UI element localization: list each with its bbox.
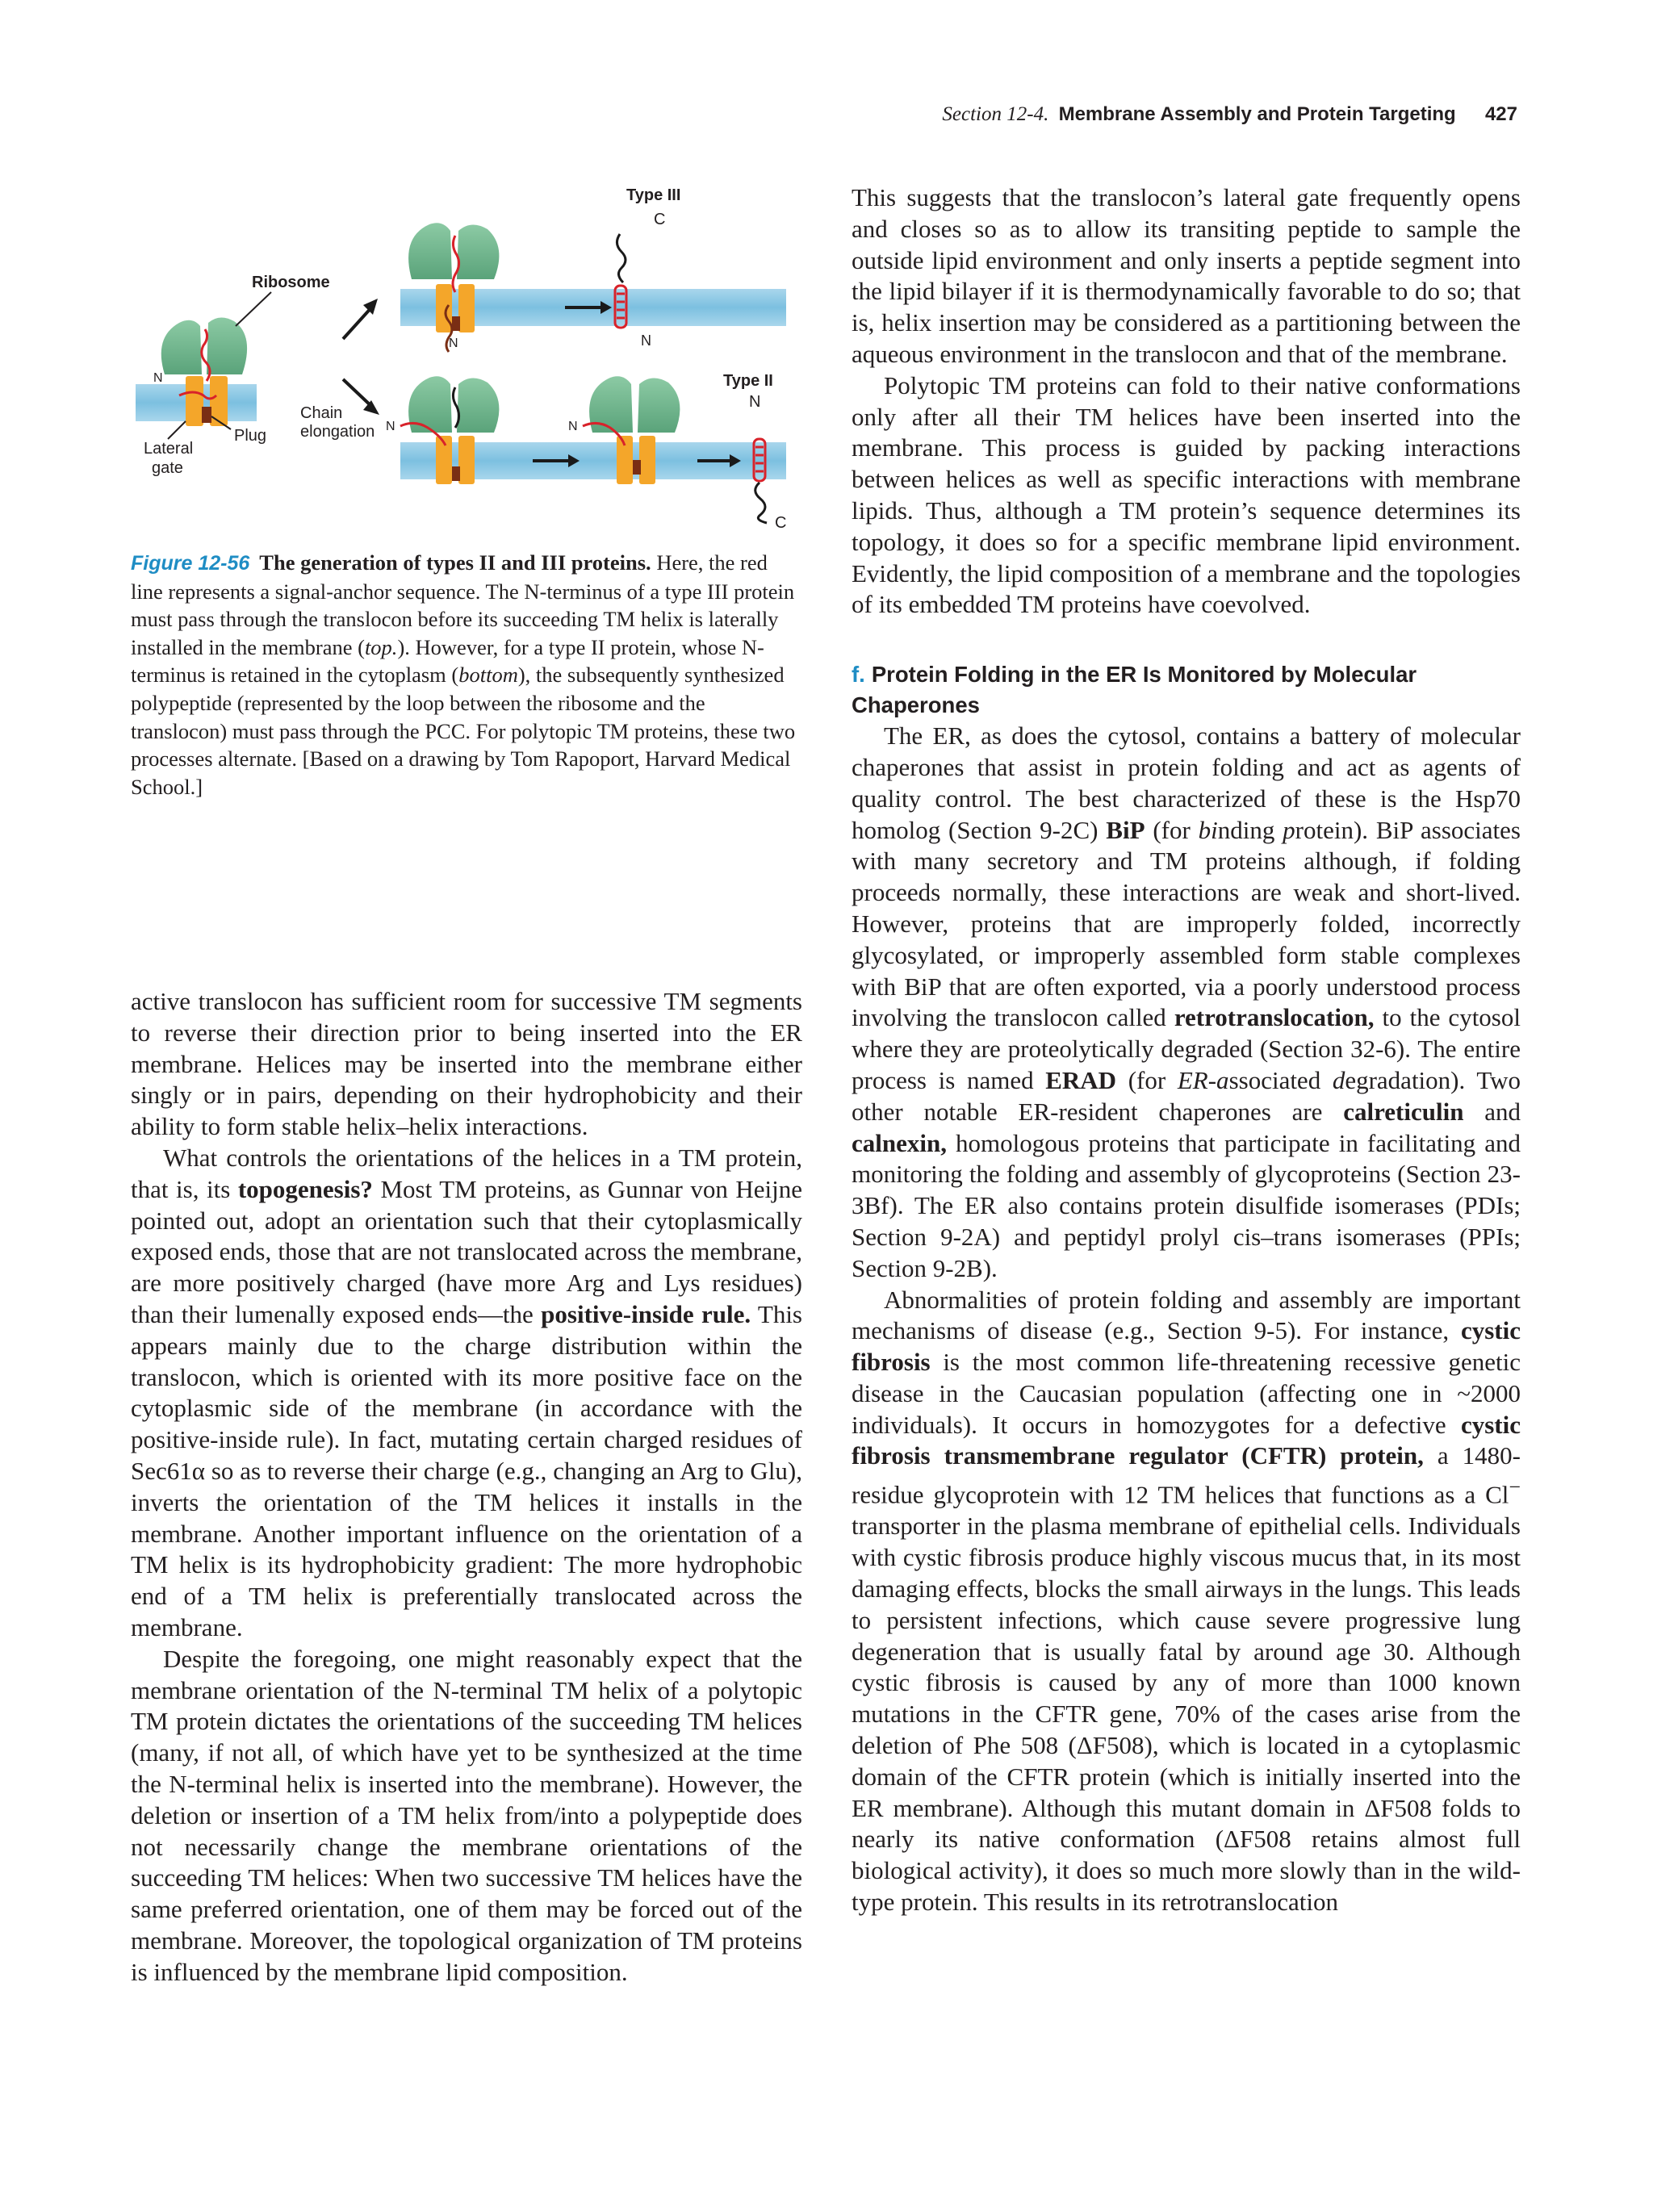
label-plug: Plug <box>234 427 267 445</box>
label-elongation: elongation <box>300 423 375 441</box>
paragraph: This suggests that the translocon’s lateral gate frequently opens and closes so as to allow its transiting peptide to sample the outside lipid environment and only inserts a peptide segment into the lipid bilayer if it is thermodynamically favorable to do so; that is, helix insertion may be considered as a partitioning between the aqueous environment in the translocon and that of the membrane. <box>852 183 1521 368</box>
label-type2: Type II <box>723 372 773 390</box>
label-lateral: Lateral <box>144 440 194 458</box>
translocon-diagram <box>129 184 807 531</box>
section-title: Membrane Assembly and Protein Targeting <box>1058 103 1456 125</box>
right-column <box>852 182 1521 1918</box>
label-bottom-n-2: N <box>568 420 578 433</box>
paragraph: active translocon has sufficient room for successive TM segments to reverse their direction prior to being inserted into the ER membrane. Helices may be inserted into the membrane either singly or in pairs, depending on their hydrophobicity and their ability to form stable helix–helix interactions. <box>131 987 802 1141</box>
label-type3-c: C <box>654 211 666 228</box>
paragraph: Abnormalities of protein folding and assembly are important mechanisms of disease (e.g., Section 9-5). For instance, cystic fibrosis is the most common life-threatening recessive genetic disease in the Caucasian population (affecting one in ~2000 individuals). It occurs in homozygotes for a defective cystic fibrosis transmembrane regulator (CFTR) protein, a 1480-residue glycoprotein with 12 TM helices that functions as a Cl− transporter in the plasma membrane of epithelial cells. Individuals with cystic fibrosis produce highly viscous mucus that, in its most damaging effects, blocks the small airways in the lungs. This leads to persistent infections, which cause severe progressive lung degeneration that is usually fatal by around age 30. Although cystic fibrosis is caused by any of more than 1000 known mutations in the CFTR gene, 70% of the cases arise from the deletion of Phe 508 (ΔF508), which is located in a cytoplasmic domain of the CFTR protein (which is initially inserted into the ER membrane). Although this mutant domain in ΔF508 folds to nearly its native conformation (ΔF508 retains almost full biological activity), it does so much more slowly than in the wild-type protein. This results in its retrotranslocation <box>852 1285 1521 1916</box>
page-number: 427 <box>1484 103 1517 125</box>
label-type3-n: N <box>641 332 651 349</box>
left-column <box>131 986 802 1988</box>
label-type2-n: N <box>749 393 761 411</box>
paragraph: What controls the orientations of the helices in a TM protein, that is, its topogenesis? Most TM proteins, as Gunnar von Heijne pointed out, adopt an orientation such that their cytoplasmically exposed ends, those that are not translocated across the membrane, are more positively charged (have more Arg and Lys residues) than their lumenally exposed ends—the positive-inside rule. This appears mainly due to the charge distribution within the translocon, which is oriented with its more positive face on the cytoplasmic side of the membrane (in accordance with the positive-inside rule). In fact, mutating certain charged residues of Sec61α so as to reverse their charge (e.g., changing an Arg to Glu), inverts the orientation of the TM helices it installs in the membrane. Another important influence on the orientation of a TM helix is its hydrophobicity gradient: The more hydrophobic end of a TM helix is preferentially translocated across the membrane. <box>131 1143 803 1641</box>
paragraph: Polytopic TM proteins can fold to their native conformations only after all their TM helices have been inserted into the membrane. This process is guided by packing interactions between helices as well as specific interactions with membrane lipids. Thus, although a TM protein’s sequence determines its topology, it does so for a specific membrane lipid environment. Evidently, the lipid composition of a membrane and the topologies of its embedded TM proteins have coevolved. <box>852 370 1521 619</box>
figure-title: The generation of types II and III proteins. <box>259 550 651 575</box>
figure-number: Figure 12-56 <box>131 552 250 575</box>
paragraph: Despite the foregoing, one might reasonably expect that the membrane orientation of the N-terminal TM helix of a polytopic TM protein dictates the orientations of the succeeding TM helices (many, if not all, of which have yet to be synthesized at the time the N-terminal helix is inserted into the membrane). However, the deletion or insertion of a TM helix from/into a polypeptide does not necessarily change the membrane orientations of the succeeding TM helices: When two successive TM helices have the same preferred orientation, one of them may be forced out of the membrane. Moreover, the topological organization of TM proteins is influenced by the membrane lipid composition. <box>131 1644 802 1986</box>
label-type3: Type III <box>626 186 681 204</box>
label-type2-c: C <box>775 514 787 531</box>
ribosome-left <box>161 317 247 381</box>
label-top-n: N <box>449 337 458 350</box>
label-gate: gate <box>152 459 183 477</box>
section-label: Section 12-4. <box>942 103 1049 125</box>
label-ribosome: Ribosome <box>252 274 330 291</box>
translocon-left <box>179 376 228 426</box>
label-bottom-n-1: N <box>386 420 395 433</box>
figure-12-56 <box>129 184 807 531</box>
term-topogenesis: topogenesis? <box>237 1174 373 1203</box>
label-chain: Chain <box>300 404 343 422</box>
paragraph: The ER, as does the cytosol, contains a battery of molecular chaperones that assist in protein folding and act as agents of quality control. The best characterized of these is the Hsp70 homolog (Section 9-2C) BiP (for binding protein). BiP associates with many secretory and TM proteins although, if folding proceeds normally, these interactions are weak and short-lived. However, proteins that are improperly folded, incorrectly glycosylated, or improperly assembled form stable complexes with BiP that are often exported, via a poorly understood process involving the translocon called retrotranslocation, to the cytosol where they are proteolytically degraded (Section 32-6). The entire process is named ERAD (for ER-associated degradation). Two other notable ER-resident chaperones are calreticulin and calnexin, homologous proteins that participate in facilitating and monitoring the folding and assembly of glycoproteins (Section 23-3Bf). The ER also contains protein disulfide isomerases (PDIs; Section 9-2A) and peptidyl prolyl cis–trans isomerases (PPIs; Section 9-2B). <box>852 721 1521 1282</box>
figure-caption: Figure 12-56 The generation of types II and III proteins. Here, the red line represents a signal-anchor sequence. The N-terminus of a type III protein must pass through the translocon before its succeeding TM helix is laterally installed in the membrane (top.). However, for a type II protein, whose N-terminus is retained in the cytoplasm (bottom), the subsequently synthesized polypeptide (represented by the loop between the ribosome and the translocon) must pass through the PCC. For polytopic TM proteins, these two processes alternate. [Based on a drawing by Tom Rapoport, Harvard Medical School.] <box>131 550 796 799</box>
term-positive-inside-rule: positive-inside rule. <box>541 1299 751 1328</box>
running-head <box>847 103 1517 126</box>
section-heading: f. Protein Folding in the ER Is Monitored by Molecular Chaperones <box>852 662 1417 718</box>
label-left-n: N <box>153 371 163 385</box>
plug <box>202 407 211 423</box>
